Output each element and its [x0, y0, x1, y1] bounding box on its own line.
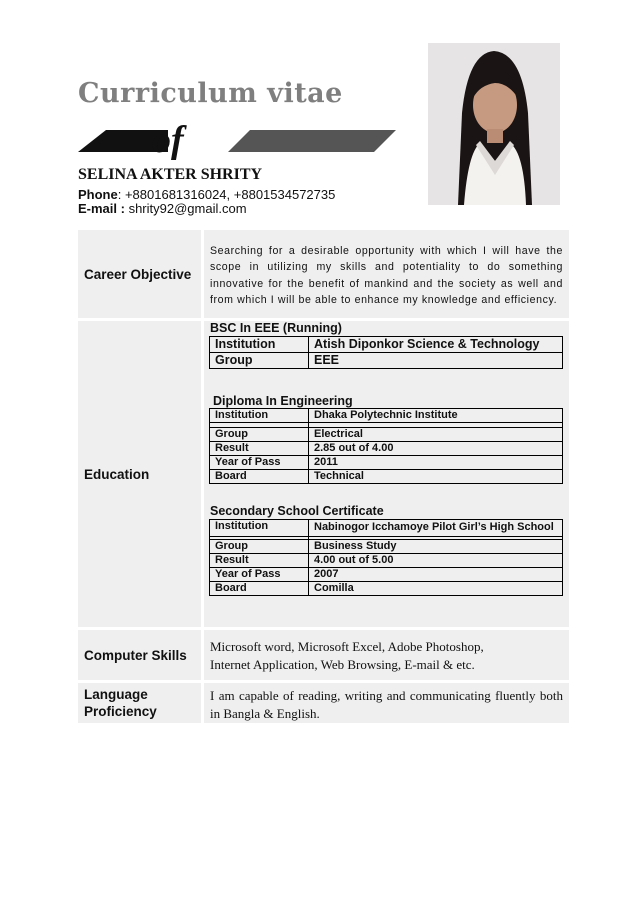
computer-skills-row: [78, 630, 569, 680]
career-objective-text: Searching for a desirable opportunity with which I will have the scope in utilizing my skills and potentiality to do something innovative for the benefit of mankind and the society as well and from which I will be able to enhance my knowledge and efficiency.: [210, 245, 563, 307]
table-row: Institution Nabinogor Icchamoye Pilot Girl’s High School: [210, 520, 563, 537]
phone-line: [78, 187, 335, 202]
table-row: Institution Atish Diponkor Science & Technology: [210, 337, 563, 353]
table-row: Board Technical: [210, 470, 563, 484]
table-row: Result 2.85 out of 4.00: [210, 442, 563, 456]
table-row: Year of Pass 2011: [210, 456, 563, 470]
bsc-title: BSC In EEE (Running): [210, 321, 342, 335]
candidate-name: SELINA AKTER SHRITY: [78, 166, 263, 183]
cv-title: Curriculum vitae: [78, 78, 343, 109]
career-label: Career Objective: [84, 266, 192, 282]
diploma-table: [209, 408, 563, 484]
career-objective-row: [78, 230, 569, 318]
table-row: Board Comilla: [210, 582, 563, 596]
email-line: [78, 201, 247, 216]
computer-skills-text: Microsoft word, Microsoft Excel, Adobe Photoshop, Internet Application, Web Browsing, E-mail & etc.: [210, 639, 484, 672]
diploma-title: Diploma In Engineering: [213, 394, 353, 408]
bsc-table: [209, 336, 563, 369]
language-text: I am capable of reading, writing and communicating fluently both in Bangla & English.: [210, 688, 563, 721]
language-row: [78, 683, 569, 723]
computer-skills-label: Computer Skills: [84, 647, 187, 663]
table-row: Group Electrical: [210, 428, 563, 442]
email-label: E-mail :: [78, 201, 125, 216]
ssc-table: [209, 519, 563, 596]
table-row: Group Business Study: [210, 540, 563, 554]
title-banner: [78, 130, 396, 152]
education-label: Education: [84, 466, 150, 482]
email-value: shrity92@gmail.com: [124, 201, 247, 216]
cv-of: of: [152, 119, 184, 161]
table-row: Result 4.00 out of 5.00: [210, 554, 563, 568]
table-row: Group EEE: [210, 353, 563, 369]
language-label: Language Proficiency: [84, 687, 157, 719]
phone-label: Phone: [78, 187, 118, 202]
table-row: Institution Dhaka Polytechnic Institute: [210, 409, 563, 423]
ssc-title: Secondary School Certificate: [210, 504, 384, 518]
phone-value: : +8801681316024, +8801534572735: [117, 187, 336, 202]
profile-photo: [428, 43, 560, 205]
education-row: [78, 321, 569, 627]
table-row: Year of Pass 2007: [210, 568, 563, 582]
